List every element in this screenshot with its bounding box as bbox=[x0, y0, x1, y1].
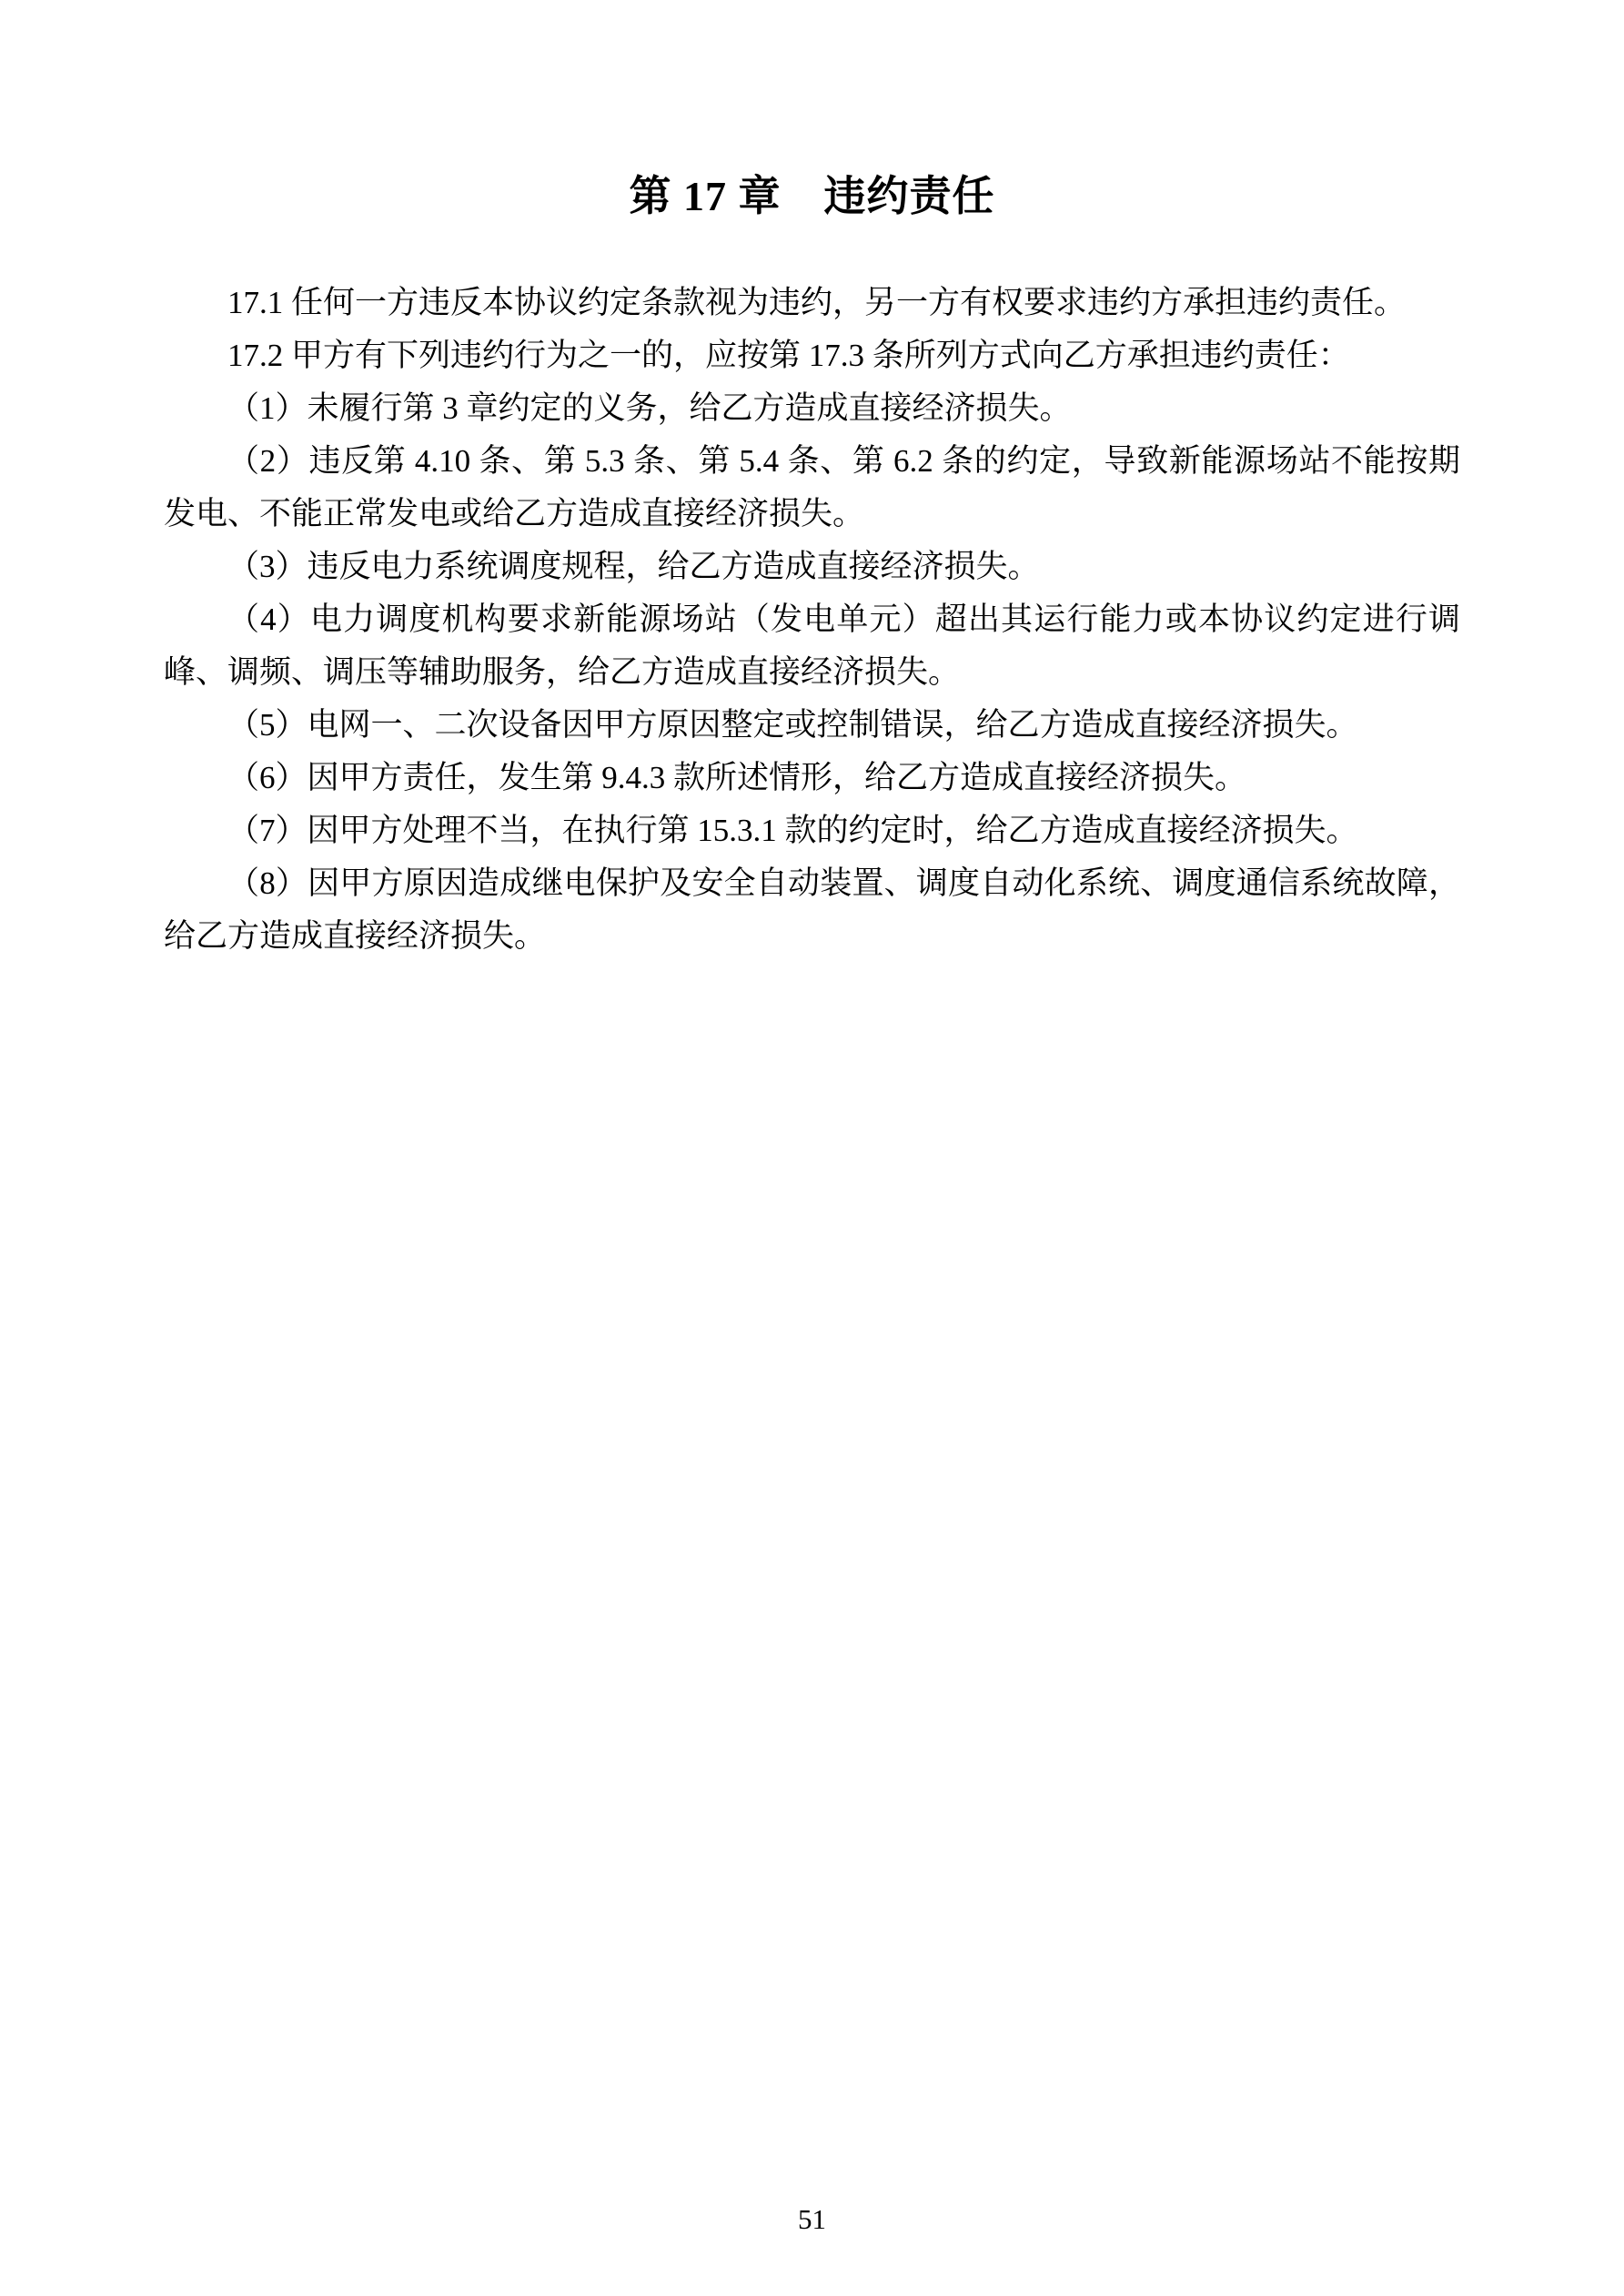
clause-17-1: 17.1 任何一方违反本协议约定条款视为违约，另一方有权要求违约方承担违约责任。 bbox=[227, 285, 1407, 320]
page-number: 51 bbox=[798, 2203, 826, 2235]
clause-item-2: （2）违反第 4.10 条、第 5.3 条、第 5.4 条、第 6.2 条的约定，导致新能源场站不能按期发电、不能正常发电或给乙方造成直接经济损失。 bbox=[164, 443, 1460, 531]
clause-17-2: 17.2 甲方有下列违约行为之一的，应按第 17.3 条所列方式向乙方承担违约责任： bbox=[227, 338, 1350, 373]
chapter-title: 第 17 章 违约责任 bbox=[629, 173, 995, 219]
clause-item-1: （1）未履行第 3 章约定的义务，给乙方造成直接经济损失。 bbox=[227, 390, 1072, 426]
clause-item-7: （7）因甲方处理不当，在执行第 15.3.1 款的约定时，给乙方造成直接经济损失。 bbox=[227, 813, 1358, 848]
clause-item-6: （6）因甲方责任，发生第 9.4.3 款所述情形，给乙方造成直接经济损失。 bbox=[227, 760, 1247, 795]
clause-item-3: （3）违反电力系统调度规程，给乙方造成直接经济损失。 bbox=[227, 549, 1040, 584]
clause-item-5: （5）电网一、二次设备因甲方原因整定或控制错误，给乙方造成直接经济损失。 bbox=[227, 707, 1358, 743]
clause-item-8: （8）因甲方原因造成继电保护及安全自动装置、调度自动化系统、调度通信系统故障，给乙方造成直接经济损失。 bbox=[164, 865, 1460, 954]
clause-item-4: （4）电力调度机构要求新能源场站（发电单元）超出其运行能力或本协议约定进行调峰、调频、调压等辅助服务，给乙方造成直接经济损失。 bbox=[164, 602, 1460, 690]
document-body bbox=[164, 277, 1460, 963]
